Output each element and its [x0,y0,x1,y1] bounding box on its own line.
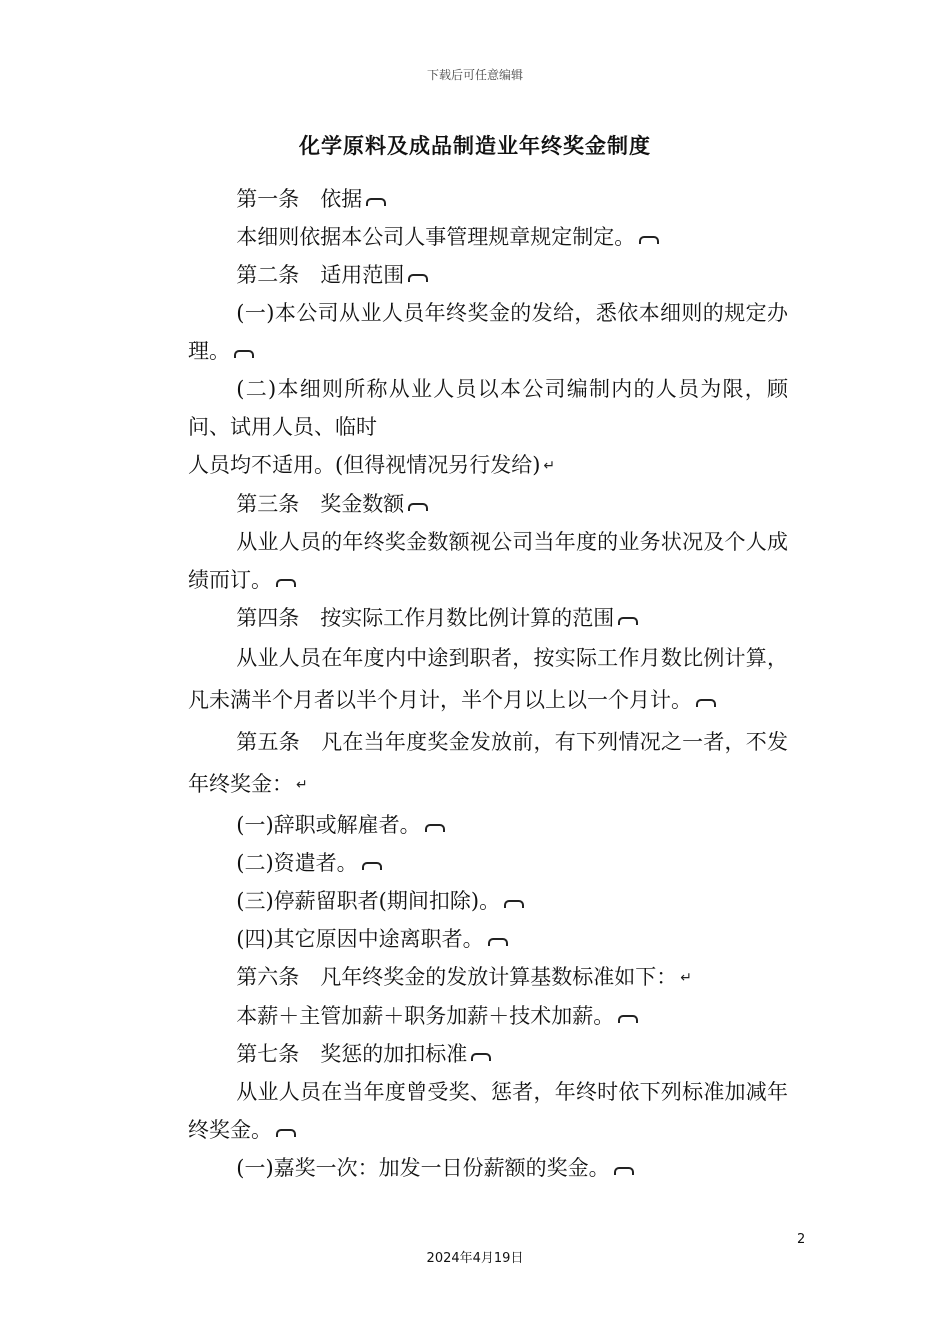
paragraph [188,370,788,446]
page-header: 下载后可任意编辑 [426,68,523,82]
line-break-icon: ↵ [543,458,556,474]
paragraph [188,485,788,523]
paragraph [188,844,788,882]
paragraph [188,523,788,599]
paragraph-text: 第七条 奖惩的加扣标准 [236,1042,468,1066]
paragraph-text: 本薪＋主管加薪＋职务加薪＋技术加薪。 [236,1004,615,1028]
paragraph-text: 人员均不适用。(但得视情况另行发给) [188,453,541,477]
paragraph-mark-icon [425,824,445,832]
paragraph-text: 第五条 凡在当年度奖金发放前，有下列情况之一者，不发年终奖金： [188,730,788,796]
paragraph-mark-icon [366,198,386,206]
paragraph [188,920,788,958]
paragraph-mark-icon [618,617,638,625]
paragraph [188,218,788,256]
paragraph-text: 本细则依据本公司人事管理规章规定制定。 [236,225,636,249]
paragraph [188,806,788,844]
paragraph-text: 从业人员的年终奖金数额视公司当年度的业务状况及个人成绩而订。 [188,530,788,592]
paragraph-mark-icon [471,1053,491,1061]
paragraph-mark-icon [408,503,428,511]
paragraph-mark-icon [639,236,659,244]
paragraph-text: 第三条 奖金数额 [236,492,405,516]
paragraph-text: (四)其它原因中途离职者。 [236,927,484,951]
paragraph-mark-icon [362,862,382,870]
paragraph-mark-icon [488,938,508,946]
paragraph-mark-icon [234,350,254,358]
paragraph [188,256,788,294]
paragraph-mark-icon [504,900,524,908]
paragraph-mark-icon [276,1129,296,1137]
document-body [188,180,788,1187]
line-break-icon: ↵ [680,970,693,986]
paragraph-mark-icon [618,1015,638,1023]
line-break-icon: ↵ [296,777,308,793]
paragraph [188,180,788,218]
paragraph-text: 第四条 按实际工作月数比例计算的范围 [236,606,615,630]
paragraph [188,446,788,485]
paragraph [188,294,788,370]
paragraph [188,721,788,806]
paragraph-text: (二)本细则所称从业人员以本公司编制内的人员为限，顾问、试用人员、临时 [188,377,788,439]
paragraph-mark-icon [408,274,428,282]
paragraph-mark-icon [276,579,296,587]
paragraph [188,1035,788,1073]
paragraph-text: 从业人员在当年度曾受奖、惩者，年终时依下列标准加减年终奖金。 [188,1080,788,1142]
paragraph-text: (一)辞职或解雇者。 [236,813,421,837]
paragraph-text: 第六条 凡年终奖金的发放计算基数标准如下： [236,965,678,989]
paragraph [188,637,788,721]
page-number: 2 [797,1232,806,1247]
paragraph-text: 第一条 依据 [236,187,363,211]
paragraph-text: (三)停薪留职者(期间扣除)。 [236,889,501,913]
paragraph [188,882,788,920]
paragraph-mark-icon [696,699,716,707]
paragraph [188,958,788,997]
paragraph-text: (一)本公司从业人员年终奖金的发给，悉依本细则的规定办理。 [188,301,788,363]
document-title: 化学原料及成品制造业年终奖金制度 [299,134,651,158]
paragraph [188,1073,788,1149]
paragraph [188,599,788,637]
paragraph-text: (一)嘉奖一次：加发一日份薪额的奖金。 [236,1156,610,1180]
paragraph-text: 从业人员在年度内中途到职者，按实际工作月数比例计算，凡未满半个月者以半个月计，半个月以上以一个月计。 [188,646,788,712]
page-footer-date: 2024年4月19日 [426,1251,524,1266]
paragraph [188,1149,788,1187]
paragraph-text: (二)资遣者。 [236,851,358,875]
paragraph-mark-icon [614,1167,634,1175]
paragraph [188,997,788,1035]
paragraph-text: 第二条 适用范围 [236,263,405,287]
